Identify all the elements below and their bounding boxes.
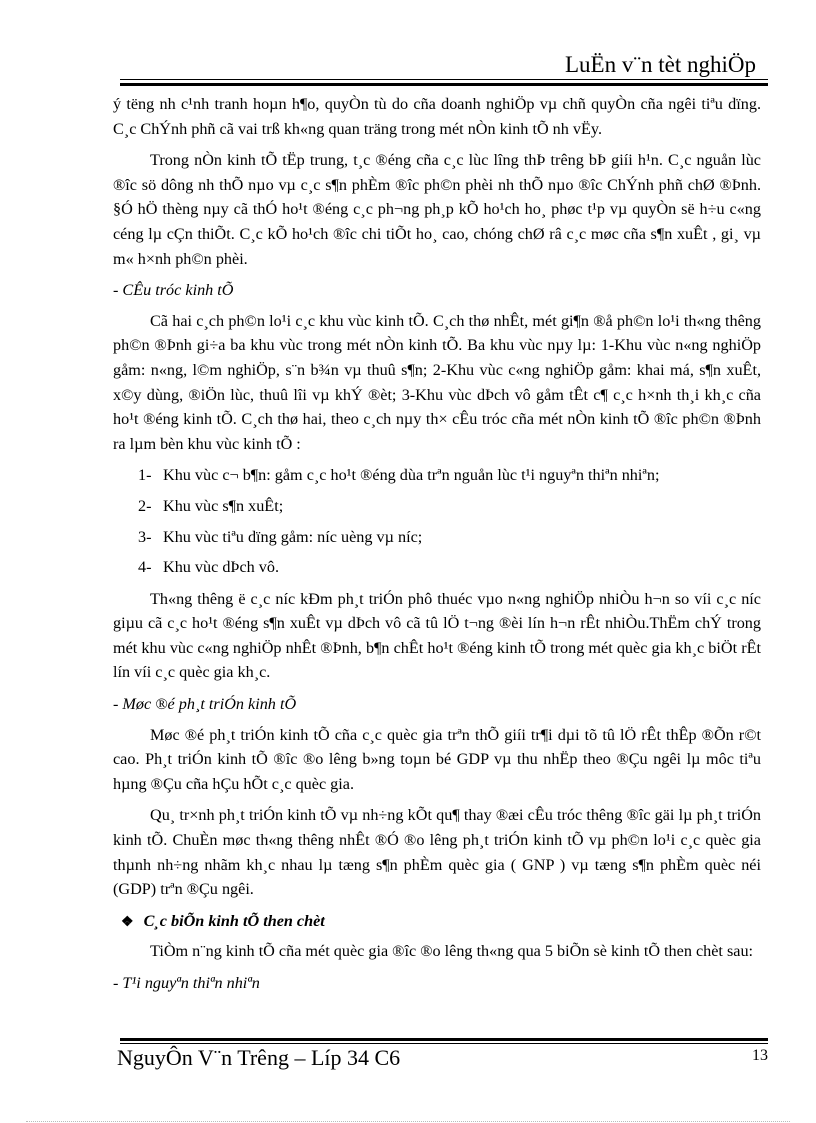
list-text: Khu vùc dÞch vô.: [163, 558, 279, 577]
list-text: Khu vùc tiªu dïng gåm: níc uèng vµ níc;: [163, 527, 423, 546]
page-edge-dotted-line: [26, 1121, 790, 1122]
page-number: 13: [752, 1047, 768, 1064]
footer-rule-thin: [120, 1043, 768, 1044]
list-item: [113, 555, 761, 580]
list-number: 3-: [138, 527, 152, 546]
sector-list: [113, 463, 761, 579]
header-title: LuËn v¨n tèt nghiÖp: [565, 52, 756, 77]
list-number: 2-: [138, 496, 152, 515]
bold-heading-text: C¸c biÕn kinh tÕ then chèt: [143, 911, 325, 930]
header-rule-thin: [120, 79, 768, 80]
paragraph: Qu¸ tr×nh ph¸t triÓn kinh tÕ vµ nh÷ng kÕt qu¶ thay ®æi cÊu tróc thêng ®îc gäi lµ ph¸t triÓn kinh tÕ. ChuÈn møc th«ng thêng nhÊt ®Ó ®o lêng ph¸t triÓn kinh tÕ vµ ph©n lo¹i c¸c quèc gia thµnh nh÷ng nhãm kh¸c nhau lµ tæng s¶n phÈm quèc gia ( GNP ) vµ tæng s¶n phÈm quèc néi (GDP) trªn ®Çu ngêi.: [113, 806, 761, 899]
bold-section-heading: [113, 909, 761, 936]
list-text: Khu vùc c¬ b¶n: gåm c¸c ho¹t ®éng dùa trªn nguån lùc t¹i nguyªn thiªn nhiªn;: [163, 466, 660, 485]
footer-author: NguyÔn V¨n Trêng – Líp 34 C6: [117, 1045, 401, 1070]
header-rule-thick: [120, 83, 768, 86]
paragraph: TiÒm n¨ng kinh tÕ cña mét quèc gia ®îc ®o lêng th«ng qua 5 biÕn sè kinh tÕ then chèt sau:: [150, 942, 754, 961]
document-body: [113, 92, 761, 1002]
section-heading: - T¹i nguyªn thiªn nhiªn: [113, 974, 260, 992]
footer-rule-thick: [120, 1038, 768, 1041]
paragraph: Cã hai c¸ch ph©n lo¹i c¸c khu vùc kinh tÕ. C¸ch thø nhÊt, mét gi¶n ®å ph©n lo¹i th«ng thêng ph©n ®Þnh gi÷a ba khu vùc trong mét nÒn kinh tÕ. Ba khu vùc nµy lµ: 1-Khu vùc n«ng nghiÖp gåm: n«ng, l©m nghiÖp, s¨n b¾n vµ thuû s¶n; 2-Khu vùc c«ng nghiÖp gåm: khai má, s¶n xuÊt, x©y dùng, ®iÖn lùc, thuû lîi vµ khÝ ®èt; 3-Khu vùc dÞch vô gåm tÊt c¶ c¸c h×nh th¸i kh¸c cña ho¹t ®éng kinh tÕ. C¸ch thø hai, theo c¸ch nµy th× cÊu tróc cña mét nÒn kinh tÕ ®îc ph©n ®Þnh ra lµm bèn khu vùc kinh tÕ :: [113, 311, 761, 453]
list-item: [113, 494, 761, 519]
list-number: 1-: [138, 466, 152, 485]
diamond-bullet-icon: ❖: [121, 914, 134, 930]
list-item: [113, 463, 761, 488]
list-item: [113, 525, 761, 550]
list-number: 4-: [138, 558, 152, 577]
paragraph: ý tëng nh c¹nh tranh hoµn h¶o, quyÒn tù do cña doanh nghiÖp vµ chñ quyÒn cña ngêi tiªu dïng. C¸c ChÝnh phñ cã vai trß kh«ng quan träng trong mét nÒn kinh tÕ nh vËy.: [113, 95, 761, 138]
paragraph: Møc ®é ph¸t triÓn kinh tÕ cña c¸c quèc gia trªn thÕ giíi tr¶i dµi tõ tû lÖ rÊt thÊp ®Õn r©t cao. Ph¸t triÓn kinh tÕ ®îc ®o lêng b»ng toµn bé GDP vµ thu nhËp theo ®Çu ngêi lµ môc tiªu hµng ®Çu cña hÇu hÕt c¸c quèc gia.: [113, 725, 761, 793]
paragraph: Trong nÒn kinh tÕ tËp trung, t¸c ®éng cña c¸c lùc lîng thÞ trêng bÞ giíi h¹n. C¸c nguån lùc ®îc sö dông nh thÕ nµo vµ c¸c s¶n phÈm ®îc ph©n phèi nh thÕ nµo ®îc ChÝnh phñ chØ ®Þnh. §Ó hÖ thèng nµy cã thÓ ho¹t ®éng c¸c ph¬ng ph¸p kÕ ho¹ch ho¸ phøc t¹p vµ quyÒn së h÷u c«ng céng lµ cÇn thiÕt. C¸c kÕ ho¹ch ®îc chi tiÕt ho¸ cao, chóng chØ râ c¸c møc cña s¶n xuÊt , gi¸ vµ m« h×nh ph©n phèi.: [113, 151, 761, 268]
list-text: Khu vùc s¶n xuÊt;: [163, 496, 284, 515]
paragraph: Th«ng thêng ë c¸c níc kÐm ph¸t triÓn phô thuéc vµo n«ng nghiÖp nhiÒu h¬n so víi c¸c níc giµu cã c¸c ho¹t ®éng s¶n xuÊt vµ dÞch vô cã tû lÖ t¬ng ®èi lín h¬n rÊt nhiÒu.ThËm chÝ trong mét khu vùc c«ng nghiÖp nhÊt ®Þnh, b¶n chÊt ho¹t ®éng kinh tÕ trong mét quèc gia kh¸c biÖt rÊt lín víi c¸c quèc gia kh¸c.: [113, 589, 761, 682]
section-heading: - Møc ®é ph¸t triÓn kinh tÕ: [113, 695, 297, 714]
section-heading: - CÊu tróc kinh tÕ: [113, 281, 234, 300]
